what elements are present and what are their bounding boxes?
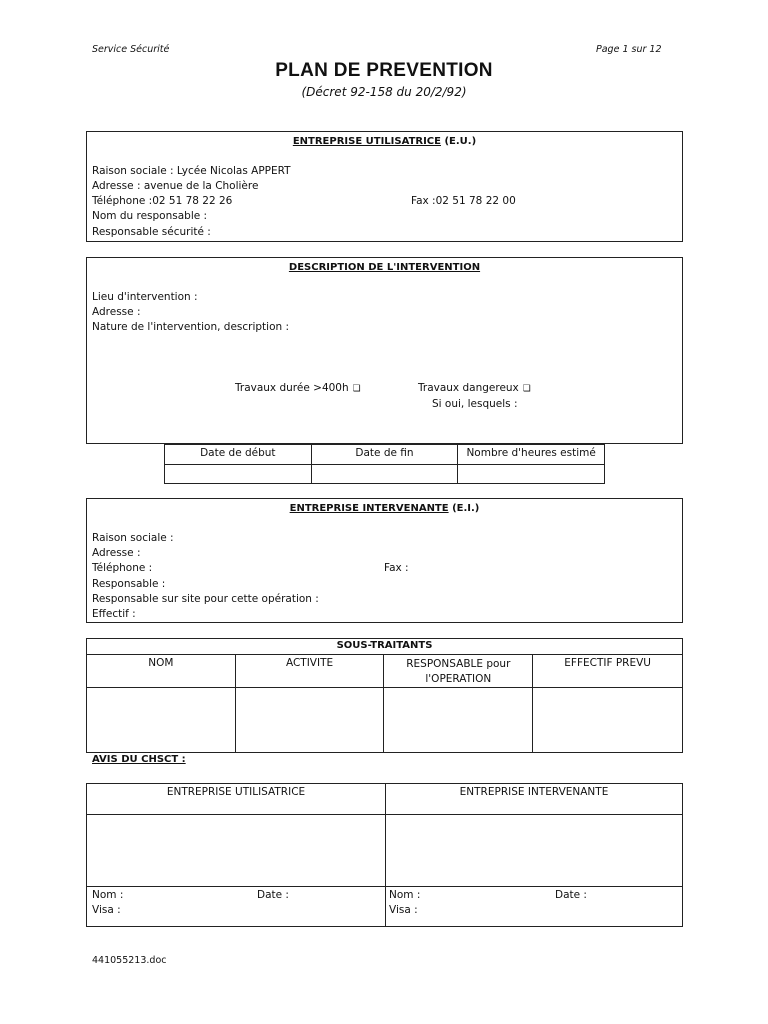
chsct-col-eu: ENTREPRISE UTILISATRICE (166, 786, 306, 798)
ei-responsable-site: Responsable sur site pour cette opération : (92, 593, 319, 605)
service-label: Service Sécurité (92, 44, 170, 55)
eu-fax: Fax :02 51 78 22 00 (411, 195, 516, 207)
si-oui-lesquels: Si oui, lesquels : (432, 398, 518, 410)
ei-raison-sociale: Raison sociale : (92, 532, 174, 544)
chsct-col-ei: ENTREPRISE INTERVENANTE (459, 786, 609, 798)
cell-nom[interactable] (87, 688, 236, 753)
cell-date-fin[interactable] (311, 465, 458, 484)
sous-traitants-title: SOUS-TRAITANTS (87, 639, 683, 655)
chsct-divider-bottom (87, 886, 682, 887)
intervention-title-text: DESCRIPTION DE L'INTERVENTION (288, 262, 481, 273)
cell-date-debut[interactable] (165, 465, 312, 484)
travaux-dangereux (418, 382, 531, 394)
ei-section (86, 498, 683, 623)
ei-adresse: Adresse : (92, 547, 141, 559)
intervention-adresse: Adresse : (92, 306, 141, 318)
sous-traitants-table (86, 638, 683, 753)
ei-fax: Fax : (384, 562, 409, 574)
header-effectif-prevu: EFFECTIF PREVU (533, 655, 683, 688)
chsct-eu-date: Date : (257, 889, 289, 901)
intervention-title (87, 262, 682, 273)
chsct-section (86, 783, 683, 927)
header-nom: NOM (87, 655, 236, 688)
eu-adresse: Adresse : avenue de la Cholière (92, 180, 259, 192)
dates-table (164, 444, 605, 484)
ei-title (87, 503, 682, 514)
eu-responsable-securite: Responsable sécurité : (92, 226, 211, 238)
cell-effectif[interactable] (533, 688, 683, 753)
page-title: PLAN DE PREVENTION (275, 60, 493, 81)
travaux-duree-label: Travaux durée >400h (235, 382, 349, 394)
eu-responsable: Nom du responsable : (92, 210, 208, 222)
chsct-ei-date: Date : (555, 889, 587, 901)
travaux-duree-checkbox-icon[interactable]: ❏ (352, 384, 361, 394)
intervention-nature: Nature de l'intervention, description : (92, 321, 290, 333)
chsct-divider-top (87, 814, 682, 815)
chsct-divider-vertical (385, 784, 386, 926)
header-responsable-line1: RESPONSABLE pour (406, 658, 511, 670)
eu-title-main: ENTREPRISE UTILISATRICE (292, 136, 441, 147)
header-date-fin: Date de fin (311, 445, 458, 465)
header-responsable-line2: l'OPERATION (425, 673, 492, 685)
cell-activite[interactable] (235, 688, 384, 753)
lieu-intervention: Lieu d'intervention : (92, 291, 198, 303)
ei-effectif: Effectif : (92, 608, 136, 620)
ei-telephone: Téléphone : (92, 562, 153, 574)
chsct-eu-visa: Visa : (92, 904, 121, 916)
page-number: Page 1 sur 12 (596, 44, 662, 55)
header-activite: ACTIVITE (235, 655, 384, 688)
eu-telephone: Téléphone :02 51 78 22 26 (92, 195, 233, 207)
chsct-title: AVIS DU CHSCT : (92, 754, 186, 765)
footer-doc-name: 441055213.doc (92, 955, 167, 966)
header-date-debut: Date de début (165, 445, 312, 465)
chsct-ei-visa: Visa : (389, 904, 418, 916)
header-nombre-heures: Nombre d'heures estimé (458, 445, 605, 465)
cell-responsable[interactable] (384, 688, 533, 753)
travaux-dangereux-checkbox-icon[interactable]: ❏ (522, 384, 531, 394)
eu-title-suffix: (E.U.) (440, 136, 477, 147)
chsct-eu-nom: Nom : (92, 889, 124, 901)
page-subtitle: (Décret 92-158 du 20/2/92) (301, 85, 467, 99)
intervention-section (86, 257, 683, 444)
eu-section (86, 131, 683, 242)
cell-nombre-heures[interactable] (458, 465, 605, 484)
eu-title (87, 136, 682, 147)
header-responsable-operation (384, 655, 533, 688)
ei-responsable: Responsable : (92, 578, 166, 590)
ei-title-suffix: (E.I.) (448, 503, 480, 514)
chsct-ei-nom: Nom : (389, 889, 421, 901)
travaux-duree (235, 382, 361, 394)
ei-title-main: ENTREPRISE INTERVENANTE (289, 503, 449, 514)
eu-raison-sociale: Raison sociale : Lycée Nicolas APPERT (92, 165, 291, 177)
travaux-dangereux-label: Travaux dangereux (418, 382, 519, 394)
